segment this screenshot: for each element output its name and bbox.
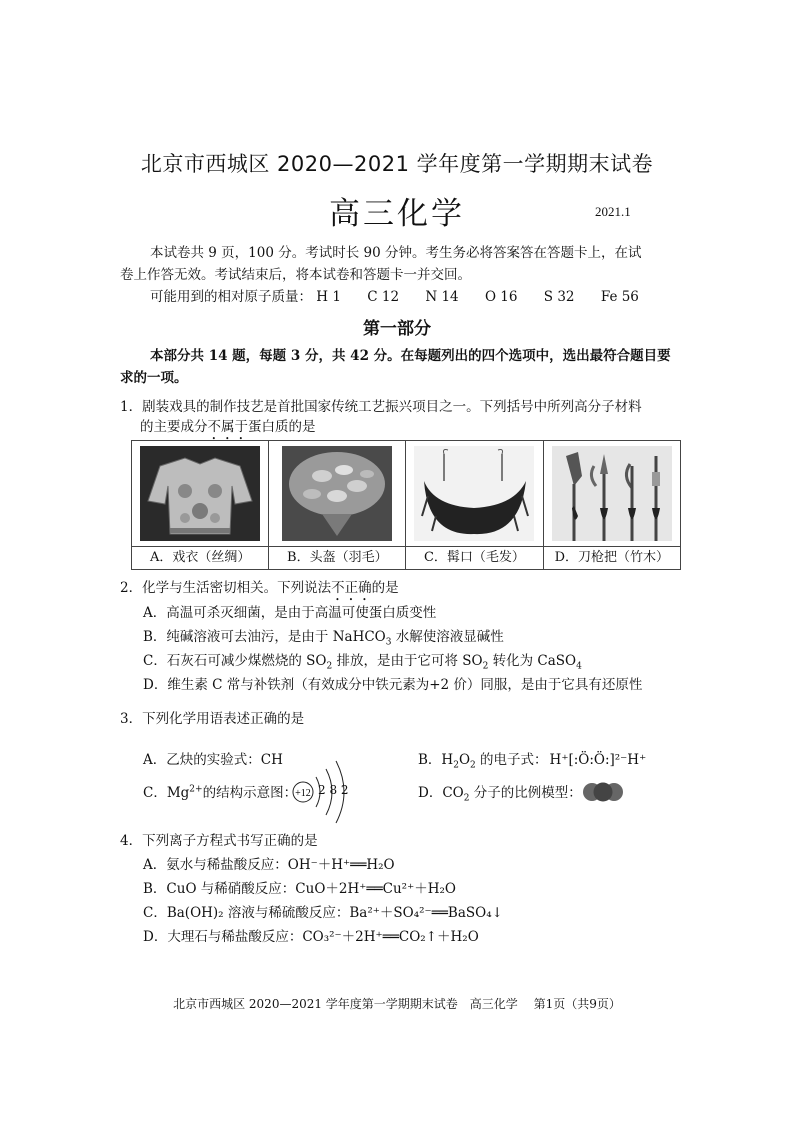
exam-title: 北京市西城区 2020—2021 学年度第一学期期末试卷 (140, 152, 654, 176)
q3-option-c[interactable] (143, 782, 297, 804)
h2o2-electron-formula: H⁺[:Ö:Ö:]²⁻H⁺ (549, 752, 647, 768)
q1-stem-pre: 的主要成分 (140, 419, 208, 435)
intro-line-1: 本试卷共 9 页，100 分。考试时长 90 分钟。考生务必将答案答在答题卡上，在试 (150, 245, 642, 261)
q3-option-c-pre: C．Mg (143, 785, 190, 801)
q3-option-c-sup: 2+ (189, 784, 203, 795)
atomic-masses-label: 可能用到的相对原子质量： (150, 289, 312, 305)
q3-option-a[interactable]: A．乙炔的实验式：CH (143, 752, 283, 768)
mg-shell-electrons: 2 8 2 (318, 783, 349, 797)
q1-option-a: A．戏衣（丝绸） (132, 546, 268, 569)
q3-option-d-sub: 2 (463, 793, 470, 804)
mass-o: O 16 (484, 289, 518, 305)
q4-stem: 4．下列离子方程式书写正确的是 (120, 833, 318, 849)
q1-option-c: C．髯口（毛发） (406, 546, 542, 569)
q2-stem-pre: 2．化学与生活密切相关。下列说法 (120, 580, 332, 596)
q2-option-a[interactable]: A．高温可杀灭细菌，是由于高温可使蛋白质变性 (143, 605, 437, 621)
q3-option-b[interactable] (418, 749, 646, 771)
q2-stem-emphasis: 不正确 (331, 580, 372, 596)
q1-option-d: D．刀枪把（竹木） (544, 546, 680, 569)
q2-option-c-sub3: 4 (576, 661, 582, 672)
q2-option-b-text: B．纯碱溶液可去油污，是由于 NaHCO (143, 629, 386, 645)
q3-option-b-post: 的电子式： (475, 752, 548, 768)
q3-option-b-mid: O (458, 752, 471, 768)
q3-option-b-sub2: 2 (470, 760, 476, 771)
q1-option-c-cell[interactable] (406, 441, 543, 570)
q2-option-c-sub1: 2 (326, 661, 333, 672)
intro-line-2: 卷上作答无效。考试结束后，将本试卷和答题卡一并交回。 (120, 267, 471, 283)
q2-option-b-sub: 3 (385, 637, 392, 648)
q2-option-b[interactable] (143, 626, 504, 648)
q4-option-c[interactable]: C．Ba(OH)₂ 溶液与稀硫酸反应：Ba²⁺＋SO₄²⁻══BaSO₄↓ (143, 905, 503, 921)
q1-stem-2 (140, 416, 316, 443)
mass-h: H 1 (316, 289, 341, 305)
q3-option-b-sub1: 2 (453, 760, 459, 771)
q2-option-c-mid2: 转化为 CaSO (488, 653, 577, 669)
q1-stem-1: 1．剧装戏具的制作技艺是首批国家传统工艺振兴项目之一。下列括号中所列高分子材料 (120, 399, 642, 415)
q3-option-b-pre: B．H (418, 752, 454, 768)
page-footer: 北京市西城区 2020—2021 学年度第一学期期末试卷 高三化学 第1页（共9页） (173, 997, 621, 1011)
q2-option-c-sub2: 2 (482, 661, 489, 672)
atomic-masses (150, 286, 639, 308)
section-title: 第一部分 (363, 319, 431, 339)
robe-image (132, 441, 268, 546)
mass-s: S 32 (543, 289, 575, 305)
q3-stem: 3．下列化学用语表述正确的是 (120, 711, 305, 727)
subject-title: 高三化学 (329, 196, 465, 232)
section-desc-1: 本部分共 14 题，每题 3 分，共 42 分。在每题列出的四个选项中，选出最符合题目要 (150, 348, 671, 364)
q1-options-table (131, 440, 681, 570)
section-desc-2: 求的一项。 (120, 370, 188, 386)
q1-option-b-cell[interactable] (269, 441, 406, 570)
mass-n: N 14 (425, 289, 459, 305)
q3-option-d-post: 分子的比例模型： (469, 785, 582, 801)
q1-option-a-cell[interactable] (132, 441, 269, 570)
q2-option-b-post: 水解使溶液显碱性 (391, 629, 504, 645)
q3-option-d[interactable] (418, 782, 582, 804)
mg-nucleus: +12 (295, 788, 311, 799)
q1-stem-post: 蛋白质的是 (248, 419, 316, 435)
q2-option-c-mid: 排放，是由于它可将 SO (332, 653, 483, 669)
q2-option-c[interactable] (143, 650, 582, 672)
q1-option-b: B．头盔（羽毛） (269, 546, 405, 569)
mass-c: C 12 (367, 289, 400, 305)
q2-stem (120, 577, 399, 604)
q3-option-d-pre: D．CO (418, 785, 464, 801)
beard-image (406, 441, 542, 546)
co2-space-filling-model (581, 781, 625, 807)
q2-option-c-pre: C．石灰石可减少煤燃烧的 SO (143, 653, 327, 669)
mg-structure-diagram (290, 755, 352, 829)
q4-option-b[interactable]: B．CuO 与稀硝酸反应：CuO＋2H⁺══Cu²⁺＋H₂O (143, 881, 456, 897)
q2-stem-post: 的是 (371, 580, 399, 596)
q4-option-a[interactable]: A．氨水与稀盐酸反应：OH⁻＋H⁺══H₂O (143, 857, 395, 873)
weapons-image (544, 441, 680, 546)
q1-stem-emphasis: 不属于 (207, 419, 248, 435)
helmet-image (269, 441, 405, 546)
q2-option-d[interactable]: D．维生素 C 常与补铁剂（有效成分中铁元素为+2 价）同服，是由于它具有还原性 (143, 677, 643, 693)
q1-option-d-cell[interactable] (543, 441, 680, 570)
exam-date: 2021.1 (595, 204, 631, 219)
q4-option-d[interactable]: D．大理石与稀盐酸反应：CO₃²⁻＋2H⁺══CO₂↑＋H₂O (143, 929, 479, 945)
q3-option-c-post: 的结构示意图： (202, 785, 298, 801)
mass-fe: Fe 56 (600, 289, 639, 305)
